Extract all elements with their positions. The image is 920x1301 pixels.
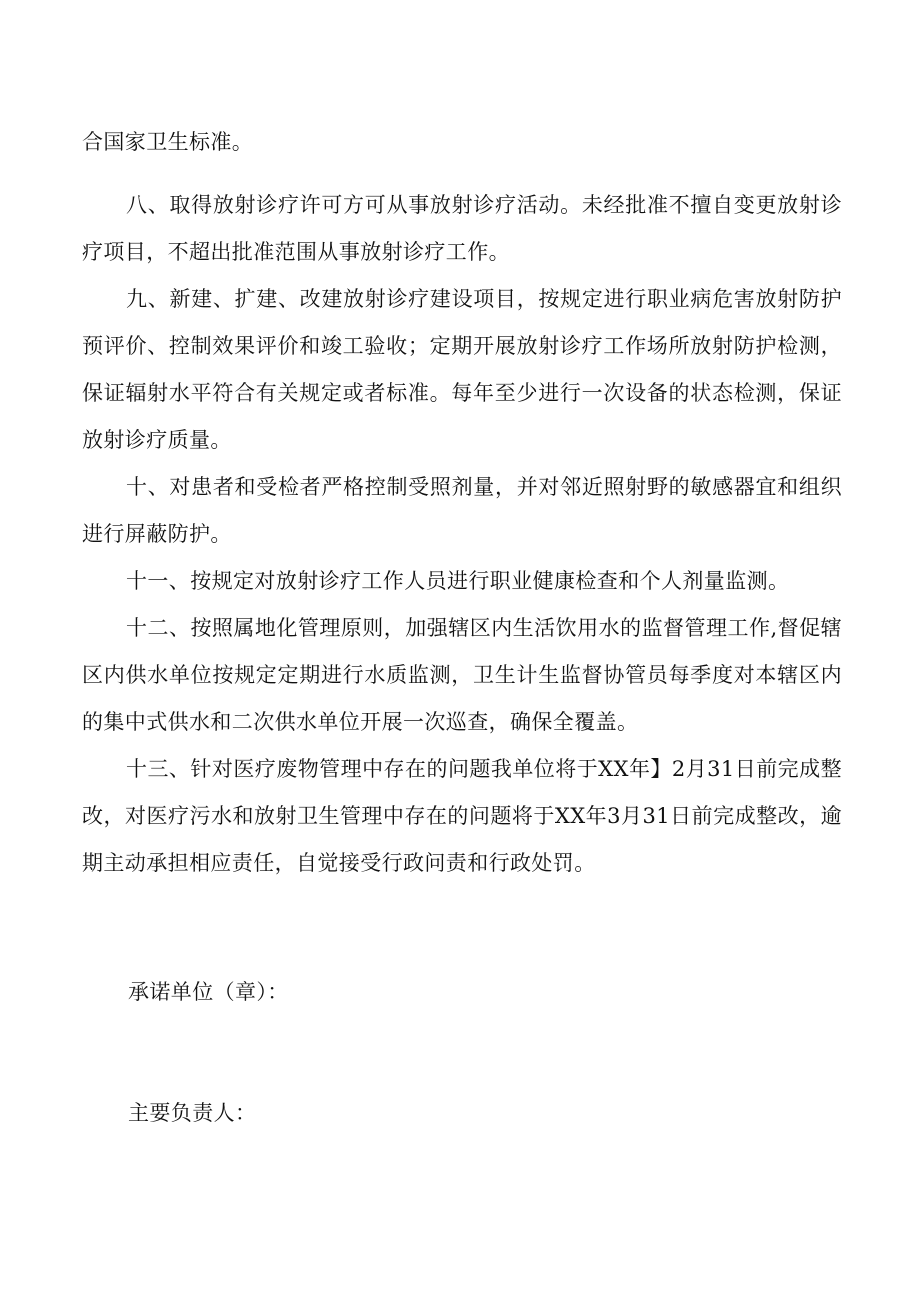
paragraph-item-12: 十二、按照属地化管理原则，加强辖区内生活饮用水的监督管理工作,督促辖区内供水单位按规定定期进行水质监测，卫生计生监督协管员每季度对本辖区内的集中式供水和二次供水单位开展一次巡查，确保全覆盖。 <box>82 616 842 734</box>
paragraph-continuation: 合国家卫生标准。 <box>82 130 254 154</box>
paragraph-item-9: 九、新建、扩建、改建放射诊疗建设项目，按规定进行职业病危害放射防护预评价、控制效果评价和竣工验收；定期开展放射诊疗工作场所放射防护检测，保证辐射水平符合有关规定或者标准。每年至少进行一次设备的状态检测，保证放射诊疗质量。 <box>82 287 842 452</box>
paragraph-item-8: 八、取得放射诊疗许可方可从事放射诊疗活动。未经批准不擅自变更放射诊疗项目，不超出批准范围从事放射诊疗工作。 <box>82 193 842 264</box>
paragraph-item-11: 十一、按规定对放射诊疗工作人员进行职业健康检查和个人剂量监测。 <box>126 569 790 593</box>
paragraph-item-13: 十三、针对医疗废物管理中存在的问题我单位将于XX年】2月31日前完成整改，对医疗污水和放射卫生管理中存在的问题将于XX年3月31日前完成整改，逾期主动承担相应责任，自觉接受行政问责和行政处罚。 <box>82 757 842 875</box>
signature-person-label: 主要负责人： <box>128 1101 257 1125</box>
signature-unit-label: 承诺单位（章）： <box>128 980 289 1004</box>
paragraph-item-10: 十、对患者和受检者严格控制受照剂量，并对邻近照射野的敏感器宜和组织进行屏蔽防护。 <box>82 475 842 546</box>
